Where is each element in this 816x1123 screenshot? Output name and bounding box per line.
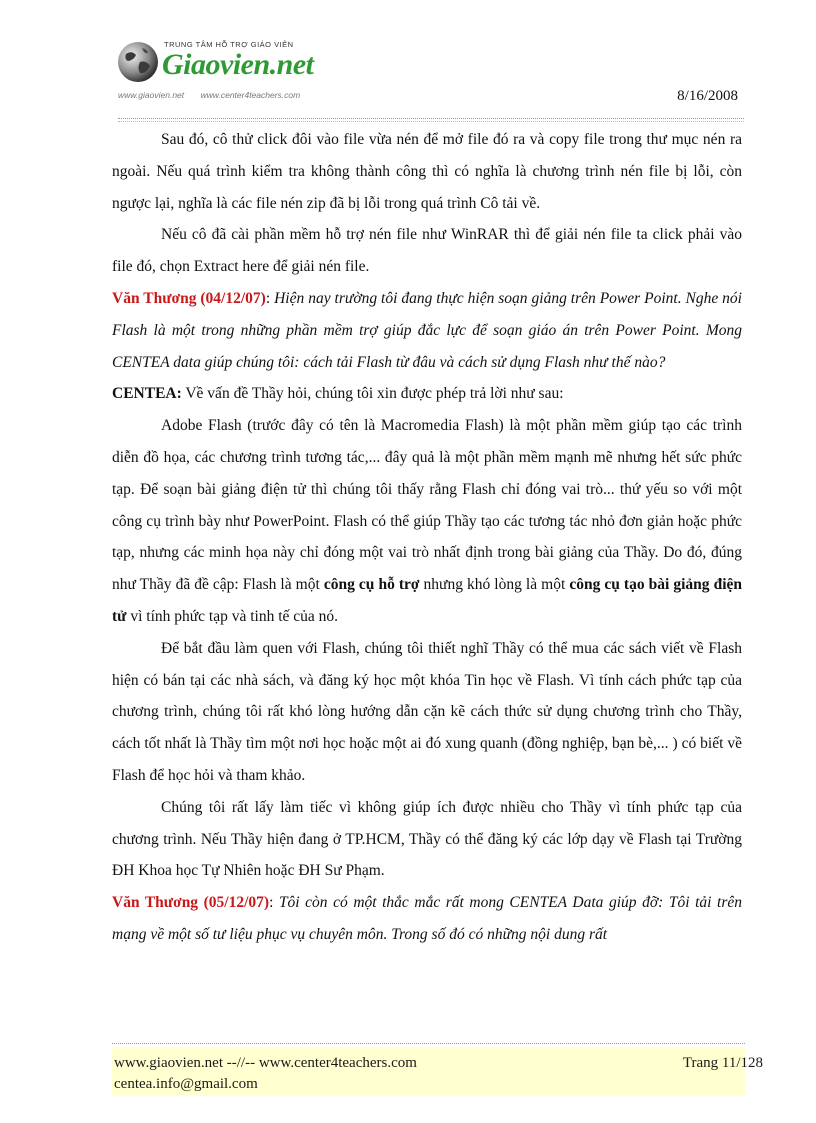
page-number: Trang 11/128 xyxy=(682,1055,763,1071)
answer-intro xyxy=(112,378,742,410)
logo-url-2: www.center4teachers.com xyxy=(200,90,301,100)
page-header xyxy=(0,0,816,124)
globe-icon xyxy=(116,40,160,84)
paragraph-3-text-b: nhưng khó lòng là một xyxy=(419,576,570,594)
header-divider-2 xyxy=(118,121,744,122)
site-logo xyxy=(116,34,356,104)
emphasis-support-tool: công cụ hỗ trợ xyxy=(323,576,420,594)
paragraph-3 xyxy=(112,410,742,633)
page-body xyxy=(112,124,742,951)
paragraph-2: Nếu cô đã cài phần mềm hỗ trợ nén file như WinRAR thì để giải nén file ta click phải vào file đó, chọn Extract here để giải nén file. xyxy=(112,226,742,276)
header-date: 8/16/2008 xyxy=(677,88,738,104)
question-text: Tôi còn có một thắc mắc rất mong CENTEA Data giúp đỡ: Tôi tải trên mạng về một số tư liệu phục vụ chuyên môn. Trong số đó có những nội dung rất xyxy=(112,894,742,943)
footer-links xyxy=(114,1053,417,1095)
paragraph-1: Sau đó, cô thử click đôi vào file vừa nén để mở file đó ra và copy file trong thư mục nén ra ngoài. Nếu quá trình kiểm tra không thành công thì có nghĩa là chương trình nén file bị lỗi, còn ngược lại, nghĩa là các file nén zip đã bị lỗi trong quá trình Cô tải về. xyxy=(112,131,742,212)
question-colon: : xyxy=(269,894,279,912)
question-2 xyxy=(112,887,742,951)
paragraph-4: Để bắt đầu làm quen với Flash, chúng tôi thiết nghĩ Thầy có thể mua các sách viết về Flash hiện có bán tại các nhà sách, và đăng ký học một khóa Tin học về Flash. Vì tính cách phức tạp của chương trình, chúng tôi rất khó lòng hướng dẫn cặn kẽ cách thức sử dụng chương trình cho Thầy, cách tốt nhất là Thầy tìm một nơi học hoặc một ai đó xung quanh (đồng nghiệp, bạn bè,... ) có biết về Flash để học hỏi và tham khảo. xyxy=(112,639,742,784)
question-text: Hiện nay trường tôi đang thực hiện soạn giảng trên Power Point. Nghe nói Flash là một trong những phần mềm trợ giúp đắc lực để soạn giáo án trên Power Point. Mong CENTEA data giúp chúng tôi: cách tải Flash từ đâu và cách sử dụng Flash như thế nào? xyxy=(112,289,742,371)
header-divider xyxy=(118,118,744,119)
answer-label: CENTEA: xyxy=(112,385,182,403)
logo-url-1: www.giaovien.net xyxy=(118,90,185,100)
page-footer xyxy=(112,1047,763,1096)
logo-urls xyxy=(118,90,314,100)
paragraph-5: Chúng tôi rất lấy làm tiếc vì không giúp ích được nhiều cho Thầy vì tính phức tạp của chương trình. Nếu Thầy hiện đang ở TP.HCM, Thầy có thể đăng ký các lớp dạy về Flash tại Trường ĐH Khoa học Tự Nhiên hoặc ĐH Sư Phạm. xyxy=(112,798,742,880)
footer-websites[interactable]: www.giaovien.net --//-- www.center4teachers.com xyxy=(114,1055,417,1071)
paragraph-3-text-c: vì tính phức tạp và tinh tế của nó. xyxy=(126,607,339,625)
question-speaker: Văn Thương (05/12/07) xyxy=(112,894,270,912)
question-1 xyxy=(112,283,742,378)
logo-tagline: TRUNG TÂM HỖ TRỢ GIÁO VIÊN xyxy=(164,40,294,49)
answer-intro-text: Về vấn đề Thầy hỏi, chúng tôi xin được phép trả lời như sau: xyxy=(181,385,564,403)
emphasis-lecture-tool: công cụ tạo bài giảng điện tử xyxy=(112,576,743,625)
question-speaker: Văn Thương (04/12/07) xyxy=(112,289,266,307)
question-colon: : xyxy=(265,289,275,307)
logo-brand: Giaovien.net xyxy=(162,48,314,81)
footer-divider xyxy=(112,1043,745,1044)
footer-email[interactable]: centea.info@gmail.com xyxy=(114,1076,258,1092)
paragraph-3-text-a: Adobe Flash (trước đây có tên là Macromedia Flash) là một phần mềm giúp tạo các trình diễn đồ họa, các chương trình tương tác,... đây quả là một phần mềm mạnh mẽ nhưng hết sức phức tạp. Để soạn bài giảng điện tử thì chúng tôi thấy rằng Flash chỉ đóng vai trò... thứ yếu so với một công cụ trình bày như PowerPoint. Flash có thể giúp Thầy tạo các tương tác nhỏ đơn giản hoặc phức tạp, nhưng các minh họa này chỉ đóng một vai trò nhất định trong bài giảng của Thầy. Do đó, đúng như Thầy đã đề cập: Flash là một xyxy=(112,417,742,594)
